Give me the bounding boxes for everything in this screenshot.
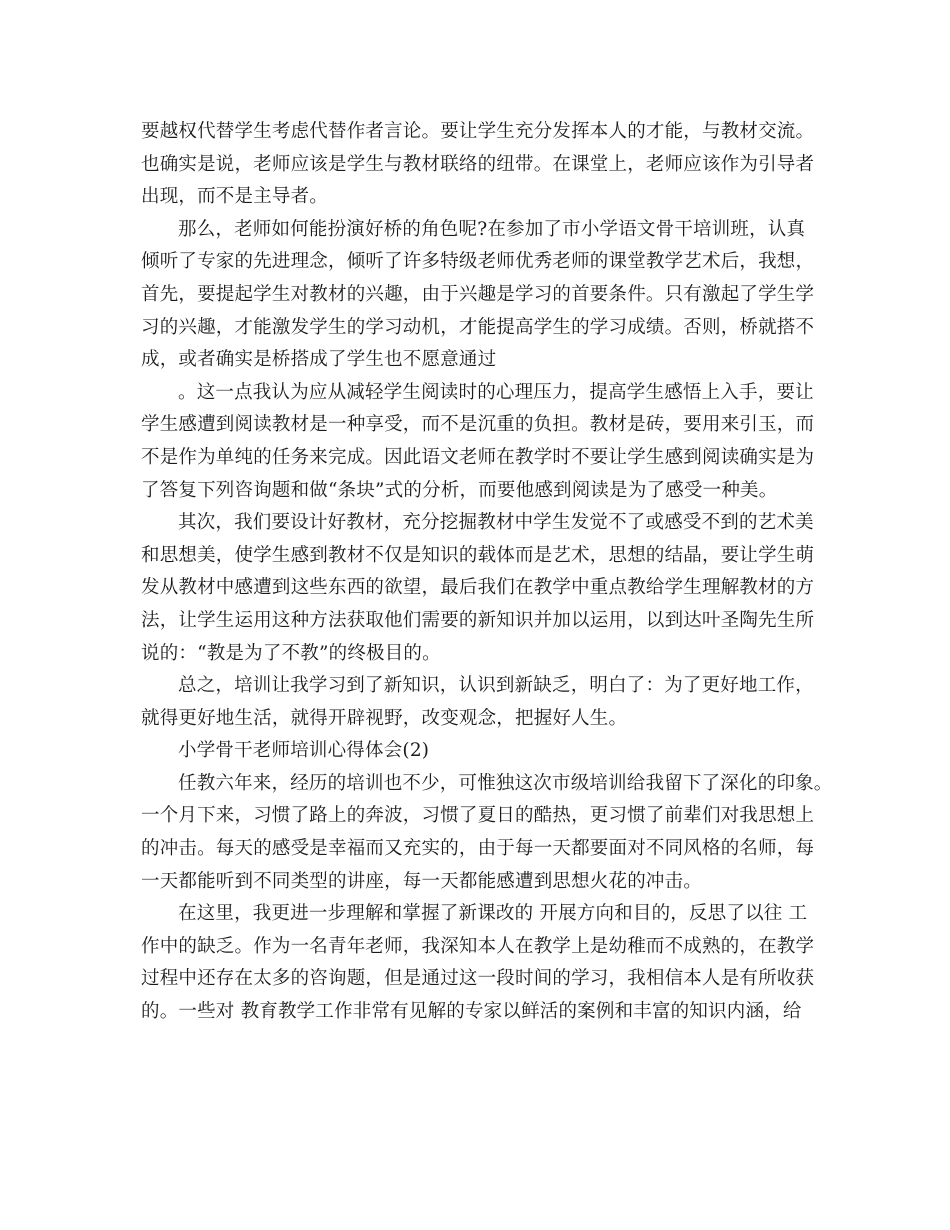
text-line: 法，让学生运用这种方法获取他们需要的新知识并加以运用，以到达叶圣陶先生所 — [141, 609, 815, 631]
text-line: 一个月下来，习惯了路上的奔波，习惯了夏日的酷热，更习惯了前辈们对我思想上 — [141, 805, 815, 827]
text-line: 和思想美，使学生感到教材不仅是知识的载体而是艺术，思想的结晶，要让学生萌 — [141, 544, 815, 566]
text-line: 其次，我们要设计好教材，充分挖掘教材中学生发觉不了或感受不到的艺术美 — [178, 512, 814, 534]
text-line: 的。一些对 教育教学工作非常有见解的专家以鲜活的案例和丰富的知识内涵，给 — [141, 1001, 802, 1023]
document-body — [141, 116, 833, 1029]
text-line: 习的兴趣，才能激发学生的学习动机，才能提高学生的学习成绩。否则，桥就搭不 — [141, 316, 815, 338]
text-line: 任教六年来，经历的培训也不少，可惟独这次市级培训给我留下了深化的印象。 — [178, 772, 833, 794]
text-line: 倾听了专家的先进理念，倾听了许多特级老师优秀老师的课堂教学艺术后，我想， — [141, 251, 815, 273]
text-line: 过程中还存在太多的咨询题，但是通过这一段时间的学习，我相信本人是有所收获 — [141, 968, 815, 990]
text-line: 的冲击。每天的感受是幸福而又充实的，由于每一天都要面对不同风格的名师，每 — [141, 838, 815, 860]
text-line: 学生感遭到阅读教材是一种享受，而不是沉重的负担。教材是砖，要用来引玉，而 — [141, 414, 815, 436]
text-line: 不是作为单纯的任务来完成。因此语文老师在教学时不要让学生感到阅读确实是为 — [141, 446, 815, 468]
text-line: 成，或者确实是桥搭成了学生也不愿意通过 — [141, 349, 497, 371]
text-line: 在这里，我更进一步理解和掌握了新课改的 开展方向和目的，反思了以往 工 — [178, 903, 808, 925]
text-line: 就得更好地生活，就得开辟视野，改变观念，把握好人生。 — [141, 707, 628, 729]
text-line: 总之，培训让我学习到了新知识，认识到新缺乏，明白了：为了更好地工作， — [178, 675, 814, 697]
text-line: 说的：“教是为了不教”的终极目的。 — [141, 642, 441, 664]
text-line: 小学骨干老师培训心得体会(2) — [178, 740, 430, 762]
text-line: 一天都能听到不同类型的讲座，每一天都能感遭到思想火花的冲击。 — [141, 870, 703, 892]
text-line: 作中的缺乏。作为一名青年老师，我深知本人在教学上是幼稚而不成熟的，在教学 — [141, 935, 815, 957]
text-line: 了答复下列咨询题和做“条块”式的分析，而要他感到阅读是为了感受一种美。 — [141, 479, 778, 501]
text-line: 发从教材中感遭到这些东西的欲望，最后我们在教学中重点教给学生理解教材的方 — [141, 577, 815, 599]
text-line: 出现，而不是主导者。 — [141, 186, 329, 208]
text-line: 那么，老师如何能扮演好桥的角色呢?在参加了市小学语文骨干培训班，认真 — [178, 218, 806, 240]
text-line: 也确实是说，老师应该是学生与教材联络的纽带。在课堂上，老师应该作为引导者 — [141, 153, 815, 175]
text-line: 。这一点我认为应从减轻学生阅读时的心理压力，提高学生感悟上入手，要让 — [178, 381, 814, 403]
text-line: 首先，要提起学生对教材的兴趣，由于兴趣是学习的首要条件。只有激起了学生学 — [141, 283, 815, 305]
text-line: 要越权代替学生考虑代替作者言论。要让学生充分发挥本人的才能，与教材交流。 — [141, 121, 815, 142]
